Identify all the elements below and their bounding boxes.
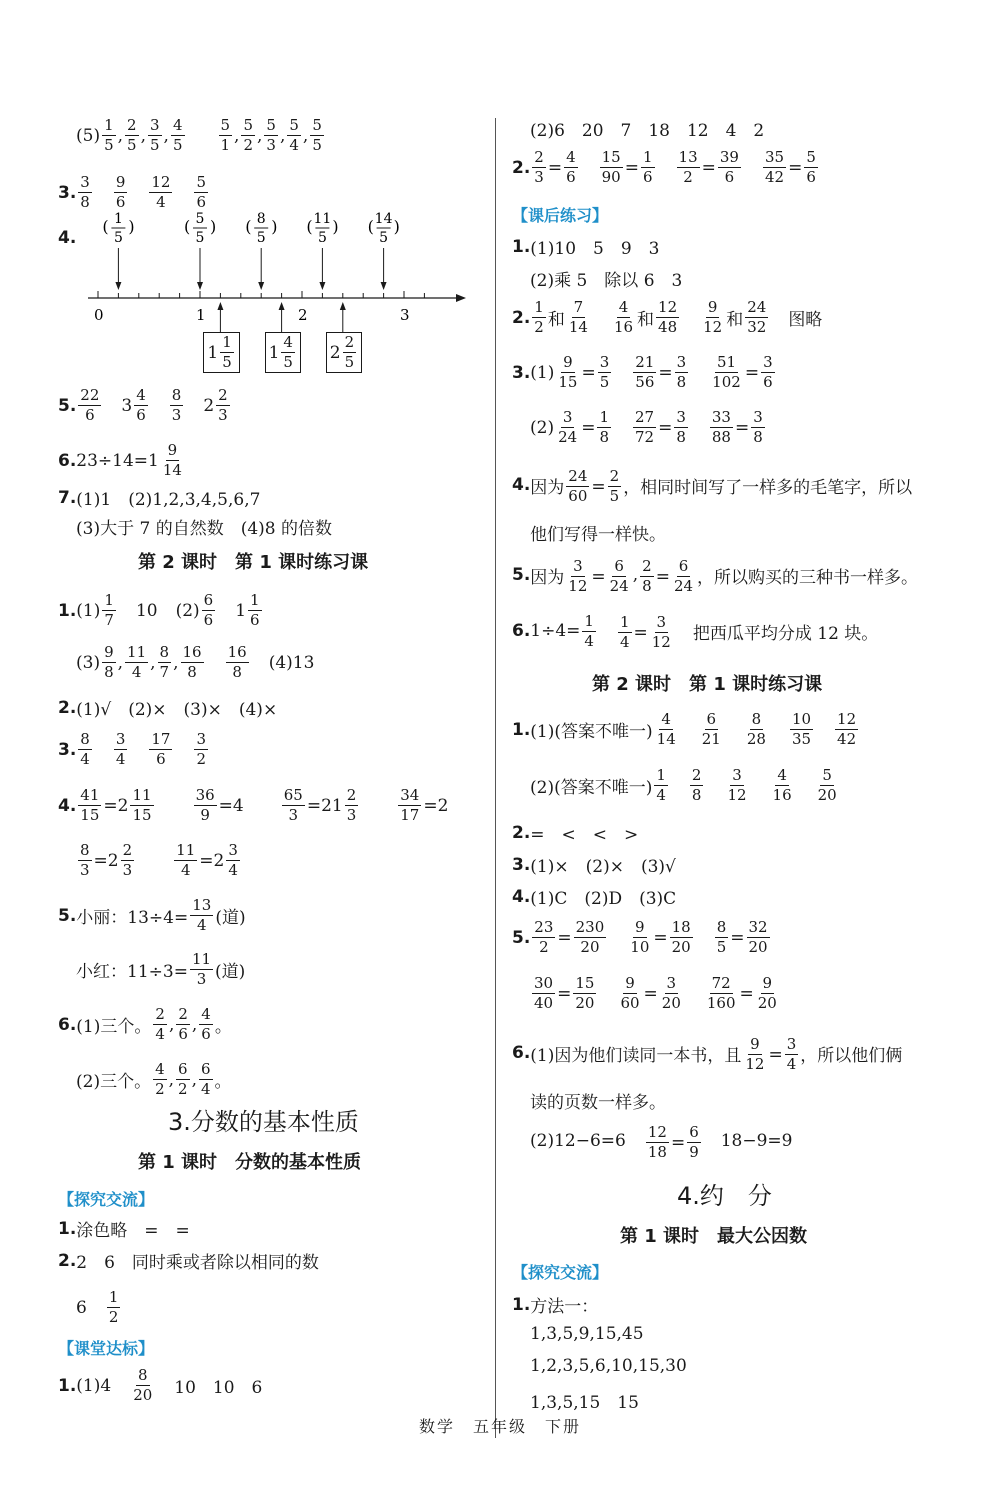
fraction: $\frac{2}{5}$ — [609, 467, 620, 505]
svg-text:(: ( — [184, 217, 191, 236]
equation: $\frac{27}{72}$ = $\frac{3}{8}$ — [634, 408, 686, 446]
l2-q4: 4. $\frac{41}{15}$ = 2 $\frac{11}{15}$ $\frac{36}{9}$ = 4 $\frac{65}{3}$ = 21 $\frac{2}{3}$ $\frac{34}{17}$ = 2 — [58, 786, 449, 824]
frac — [159, 443, 186, 478]
r2q3: 3. (1)× (2)× (3)√ — [512, 854, 676, 877]
fraction: $\frac{2}{5}$ — [344, 333, 355, 371]
number-line-top-fraction — [306, 211, 338, 290]
fraction: $\frac{39}{6}$ — [719, 148, 739, 186]
fraction: $\frac{8}{7}$ — [159, 643, 170, 681]
fraction: $\frac{13}{2}$ — [678, 148, 698, 186]
section-4-title: 4.约 分 — [677, 1182, 772, 1210]
svg-text:5: 5 — [379, 230, 389, 246]
fraction: $\frac{3}{4}$ — [786, 1035, 797, 1073]
fraction: $\frac{8}{3}$ — [171, 386, 182, 424]
s3-c1: 1. (1)4 $\frac{8}{20}$ 10 10 6 — [58, 1366, 263, 1404]
fraction: $\frac{3}{4}$ — [115, 730, 126, 768]
fraction: $\frac{9}{12}$ — [745, 1035, 765, 1073]
number-line-top-fraction — [245, 211, 277, 290]
equation: $\frac{33}{88}$ = $\frac{3}{8}$ — [711, 408, 763, 446]
l2-q5: 5. 小丽：13÷4= $\frac{13}{4}$ (道) — [58, 896, 246, 934]
frac-group: $\frac{9}{8}$ , $\frac{11}{4}$ , $\frac{8}{7}$ , $\frac{16}{8}$ — [104, 643, 202, 681]
equation: $\frac{3}{24}$ = $\frac{1}{8}$ — [558, 408, 609, 446]
fraction: $\frac{5}{6}$ — [196, 173, 207, 211]
r2q1: 1. (1)(答案不唯一) $\frac{4}{14}$ $\frac{6}{21}$ $\frac{8}{28}$ $\frac{10}{35}$ $\frac{12}{42}$ — [512, 712, 860, 747]
equation: $\frac{2}{3}$ = $\frac{4}{6}$ — [534, 148, 576, 186]
s3-q2: 2. 2 6 同时乘或者除以相同的数 — [58, 1250, 319, 1273]
s4-lesson-1-title: 第 1 课时 最大公因数 — [620, 1226, 808, 1247]
fraction: $\frac{3}{24}$ — [558, 408, 578, 446]
svg-text:14: 14 — [374, 211, 393, 227]
number-line-tick-label: 3 — [400, 306, 410, 324]
mixed-number: 2 $\frac{2}{5}$ — [329, 333, 355, 371]
page-footer: 数学 五年级 下册 — [418, 1417, 581, 1436]
fraction: $\frac{8}{3}$ — [80, 841, 90, 879]
l2-q6: 6. (1)三个。 $\frac{2}{4}$ , $\frac{2}{6}$ , $\frac{4}{6}$ 。 — [58, 1005, 232, 1043]
rq4: 4. 因为 $\frac{24}{60}$ = $\frac{2}{5}$ ，相同时间写了一样多的毛笔字，所以 — [512, 467, 913, 505]
frac — [100, 593, 118, 628]
fraction: $\frac{1}{5}$ — [104, 116, 114, 154]
fraction: $\frac{10}{35}$ — [791, 710, 812, 748]
r-lesson-2-title: 第 2 课时 第 1 课时练习课 — [592, 674, 823, 695]
fraction: $\frac{16}{8}$ — [227, 643, 247, 681]
frac — [129, 1368, 156, 1403]
number-line-tick-label: 0 — [94, 306, 104, 324]
fraction: $\frac{230}{20}$ — [575, 918, 605, 956]
fraction: $\frac{1}{4}$ — [619, 613, 630, 651]
equation: $\frac{3}{12}$ = $\frac{6}{24}$ — [568, 557, 629, 595]
fraction: $\frac{3}{8}$ — [676, 408, 686, 446]
frac — [105, 1290, 123, 1325]
fraction: $\frac{9}{8}$ — [104, 643, 114, 681]
fraction: $\frac{4}{5}$ — [283, 333, 293, 371]
l2-q2: 2. (1)√ (2)× (3)× (4)× — [58, 697, 278, 720]
frac — [580, 611, 598, 650]
r-q2: 2. $\frac{2}{3}$ = $\frac{4}{6}$ $\frac{15}{90}$ = $\frac{1}{6}$ $\frac{13}{2}$ = $\frac{39}{6}$ $\frac{35}{42}$ = $\frac{5}{6}$ — [512, 150, 820, 185]
l2-q5-b: 小红：11÷3= $\frac{11}{3}$ (道) — [76, 950, 246, 988]
fraction: $\frac{3}{5}$ — [150, 116, 160, 154]
fraction: $\frac{34}{17}$ — [400, 786, 420, 824]
equation: $\frac{15}{90}$ = $\frac{1}{6}$ — [601, 148, 653, 186]
s3-lesson-1-title: 第 1 课时 分数的基本性质 — [138, 1152, 362, 1173]
eq-group — [530, 150, 820, 185]
fraction: $\frac{1}{5}$ — [222, 333, 232, 371]
s4q1-l2: 1,2,3,5,6,10,15,30 — [530, 1356, 687, 1376]
equation: $\frac{9}{12}$ = $\frac{3}{4}$ — [745, 1035, 797, 1073]
r2q6-line2: 读的页数一样多。 — [530, 1093, 666, 1113]
left-q5b: 5. $\frac{22}{6}$ 3 $\frac{4}{6}$ $\frac{8}{3}$ 2 $\frac{2}{3}$ — [58, 388, 232, 423]
fraction: $\frac{4}{16}$ — [613, 298, 634, 336]
fraction: $\frac{3}{2}$ — [196, 730, 207, 768]
l2-q6-b: (2)三个。 $\frac{4}{2}$ , $\frac{6}{2}$ , $\frac{6}{4}$ 。 — [76, 1060, 232, 1098]
number-line-tick-label: 2 — [298, 306, 308, 324]
fraction: $\frac{51}{102}$ — [712, 353, 741, 391]
r2q6: 6. (1)因为他们读同一本书，且 $\frac{9}{12}$ = $\frac{3}{4}$ ，所以他们俩 — [512, 1035, 903, 1073]
fraction: $\frac{3}{12}$ — [651, 613, 671, 651]
svg-text:1: 1 — [113, 211, 123, 227]
fraction: $\frac{1}{4}$ — [584, 611, 594, 650]
r-tag-explore: 【探究交流】 — [512, 1263, 609, 1282]
fraction: $\frac{3}{12}$ — [568, 557, 588, 595]
fraction: $\frac{3}{12}$ — [727, 766, 747, 804]
fraction: $\frac{6}{4}$ — [201, 1060, 211, 1098]
fraction: $\frac{9}{6}$ — [115, 173, 126, 211]
eq-group — [554, 410, 767, 445]
fraction: $\frac{2}{3}$ — [122, 841, 133, 879]
l2-q4-row2: $\frac{8}{3}$ = 2 $\frac{2}{3}$ $\frac{11}{4}$ = 2 $\frac{3}{4}$ — [80, 841, 238, 879]
fraction: $\frac{17}{6}$ — [151, 730, 171, 768]
fraction: $\frac{2}{3}$ — [218, 386, 228, 424]
left-q4: 4. — [58, 228, 77, 248]
svg-text:): ) — [393, 217, 400, 236]
fraction: $\frac{4}{14}$ — [656, 710, 676, 748]
fraction: $\frac{4}{5}$ — [172, 116, 183, 154]
q5b-items — [76, 388, 231, 423]
equation: $\frac{24}{60}$ = $\frac{2}{5}$ — [568, 467, 620, 505]
rq1: 1. (1)10 5 9 3 — [512, 236, 660, 259]
equation: $\frac{72}{160}$ = $\frac{9}{20}$ — [706, 974, 777, 1012]
mixed-number: 1 $\frac{4}{5}$ — [268, 333, 293, 371]
equation: $\frac{9}{15}$ = $\frac{3}{5}$ — [558, 353, 610, 391]
equation: $\frac{21}{56}$ = $\frac{3}{8}$ — [635, 353, 687, 391]
fraction: $\frac{6}{9}$ — [689, 1123, 699, 1161]
svg-text:(: ( — [306, 217, 313, 236]
fraction: $\frac{65}{3}$ — [283, 786, 303, 824]
fraction: $\frac{2}{8}$ — [691, 766, 702, 804]
number-line-answer-box — [265, 332, 301, 373]
frac-group — [653, 712, 860, 747]
fraction: $\frac{1}{6}$ — [250, 591, 260, 629]
svg-text:(: ( — [102, 217, 109, 236]
fraction: $\frac{8}{28}$ — [746, 710, 766, 748]
eq-group — [554, 355, 776, 390]
fraction: $\frac{15}{20}$ — [575, 974, 595, 1012]
equation: $\frac{9}{10}$ = $\frac{18}{20}$ — [630, 918, 691, 956]
frac — [200, 593, 218, 628]
fraction: $\frac{27}{72}$ — [634, 408, 655, 446]
fraction: $\frac{41}{15}$ — [80, 786, 100, 824]
fraction: $\frac{13}{4}$ — [192, 896, 212, 934]
tag-class: 【课堂达标】 — [58, 1339, 155, 1358]
fraction: $\frac{6}{24}$ — [673, 557, 694, 595]
fraction: $\frac{11}{4}$ — [127, 643, 147, 681]
svg-text:): ) — [332, 217, 339, 236]
r-q2-list: (2)6 20 7 18 12 4 2 — [530, 121, 765, 141]
equation: $\frac{12}{18}$ = $\frac{6}{9}$ — [647, 1123, 699, 1161]
left-q5: (5) $\frac{1}{5}$ , $\frac{2}{5}$ , $\frac{3}{5}$ , $\frac{4}{5}$ $\frac{5}{1}$ , $\frac{5}{2}$ , $\frac{5}{3}$ , $\frac{5}{4}$ , $\frac{5}{5}$ — [58, 118, 326, 153]
fraction: $\frac{1}{4}$ — [656, 766, 666, 804]
fraction: $\frac{2}{5}$ — [127, 116, 137, 154]
tag-explore: 【探究交流】 — [58, 1190, 155, 1209]
equation: $\frac{35}{42}$ = $\frac{5}{6}$ — [764, 148, 816, 186]
fraction: $\frac{2}{6}$ — [178, 1005, 188, 1043]
number-line-tick-label: 1 — [196, 306, 206, 324]
frac-group: $\frac{1}{5}$ , $\frac{2}{5}$ , $\frac{3}{5}$ , $\frac{4}{5}$ — [104, 116, 183, 154]
fraction: $\frac{9}{10}$ — [630, 918, 650, 956]
fraction: $\frac{1}{2}$ — [534, 298, 544, 336]
mixed-number: 1 $\frac{1}{6}$ — [235, 591, 260, 629]
r2q4: 4. (1)C (2)D (3)C — [512, 886, 677, 909]
frac — [188, 898, 215, 933]
frac-group — [652, 768, 840, 803]
fraction: $\frac{5}{2}$ — [243, 116, 253, 154]
s4q1-l3: 1,3,5,15 15 — [530, 1393, 639, 1413]
eq — [564, 466, 623, 504]
svg-text:5: 5 — [195, 211, 205, 227]
fraction: $\frac{3}{6}$ — [763, 353, 773, 391]
fraction: $\frac{9}{60}$ — [620, 974, 640, 1012]
equation: $\frac{9}{60}$ = $\frac{3}{20}$ — [620, 974, 681, 1012]
fraction: $\frac{4}{16}$ — [772, 766, 792, 804]
rq2: 2. $\frac{1}{2}$ 和 $\frac{7}{14}$ $\frac{4}{16}$ 和 $\frac{12}{48}$ $\frac{9}{12}$ 和 $\frac{24}{32}$ 图略 — [512, 298, 823, 336]
svg-text:): ) — [210, 217, 217, 236]
eq — [741, 1034, 800, 1072]
fraction: $\frac{24}{60}$ — [568, 467, 588, 505]
mixed — [235, 593, 263, 628]
r2q5: 5. $\frac{23}{2}$ = $\frac{230}{20}$ $\frac{9}{10}$ = $\frac{18}{20}$ $\frac{8}{5}$ = $\frac{32}{20}$ — [512, 920, 772, 955]
s4q1: 1. 方法一： — [512, 1294, 599, 1317]
fraction: $\frac{11}{4}$ — [176, 841, 196, 879]
svg-text:5: 5 — [195, 230, 205, 246]
equation: $\frac{51}{102}$ = $\frac{3}{6}$ — [712, 353, 773, 391]
number-line-answer-box — [326, 332, 362, 373]
fraction: $\frac{35}{42}$ — [764, 148, 785, 186]
fraction: $\frac{5}{3}$ — [266, 116, 276, 154]
svg-text:): ) — [128, 217, 135, 236]
fraction: $\frac{5}{5}$ — [312, 116, 322, 154]
fraction: $\frac{9}{15}$ — [558, 353, 578, 391]
rq3-b: (2) $\frac{3}{24}$ = $\frac{1}{8}$ $\frac{27}{72}$ = $\frac{3}{8}$ $\frac{33}{88}$ = $\frac{3}{8}$ — [530, 410, 767, 445]
fraction: $\frac{8}{20}$ — [133, 1366, 153, 1404]
s4q1-l1: 1,3,5,9,15,45 — [530, 1324, 644, 1344]
number-line-answer-box — [203, 332, 239, 373]
fraction: $\frac{3}{20}$ — [661, 974, 681, 1012]
fraction: $\frac{12}{42}$ — [837, 710, 857, 748]
l2-q1-3: (3) $\frac{9}{8}$ , $\frac{11}{4}$ , $\frac{8}{7}$ , $\frac{16}{8}$ $\frac{16}{8}$ (4)13 — [76, 643, 315, 681]
left-q7-line2: (3)大于 7 的自然数 (4)8 的倍数 — [76, 519, 333, 539]
fraction: $\frac{21}{56}$ — [635, 353, 655, 391]
svg-text:(: ( — [245, 217, 252, 236]
fraction: $\frac{3}{8}$ — [80, 173, 90, 211]
eq — [638, 556, 697, 594]
fraction: $\frac{11}{3}$ — [191, 950, 212, 988]
svg-text:11: 11 — [313, 211, 332, 227]
fraction: $\frac{23}{2}$ — [534, 918, 554, 956]
l2-q3: 3. $\frac{8}{4}$ $\frac{3}{4}$ $\frac{17}{6}$ $\frac{3}{2}$ — [58, 732, 210, 767]
fraction: $\frac{12}{18}$ — [647, 1123, 667, 1161]
number-line-top-fraction — [102, 211, 134, 290]
section-3-title: 3.分数的基本性质 — [168, 1108, 359, 1136]
frac-group — [76, 175, 210, 210]
fraction: $\frac{33}{88}$ — [711, 408, 731, 446]
svg-text:(: ( — [367, 217, 374, 236]
fraction: $\frac{9}{20}$ — [757, 974, 777, 1012]
fraction: $\frac{32}{20}$ — [748, 918, 768, 956]
frac-group: $\frac{2}{4}$ , $\frac{2}{6}$ , $\frac{4}{6}$ — [155, 1005, 211, 1043]
fraction: $\frac{5}{1}$ — [220, 116, 231, 154]
number-line-arrowhead — [456, 294, 466, 302]
fraction: $\frac{8}{5}$ — [716, 918, 727, 956]
fraction: $\frac{12}{4}$ — [151, 173, 171, 211]
eq — [644, 1122, 703, 1160]
fraction: $\frac{1}{6}$ — [642, 148, 653, 186]
fraction: $\frac{24}{32}$ — [747, 298, 767, 336]
r2q5-b — [530, 976, 781, 1011]
number-line-top-fraction — [184, 211, 216, 290]
fraction: $\frac{15}{90}$ — [601, 148, 621, 186]
fraction: $\frac{11}{15}$ — [132, 786, 152, 824]
fraction: $\frac{2}{4}$ — [155, 1005, 165, 1043]
left-q6: 6. 23÷14=1 $\frac{9}{14}$ — [58, 443, 186, 478]
number-line-top-fraction — [368, 211, 400, 290]
s3-q2-b: 6 $\frac{1}{2}$ — [76, 1290, 122, 1325]
r2q1-b: (2)(答案不唯一) $\frac{1}{4}$ $\frac{2}{8}$ $\frac{3}{12}$ $\frac{4}{16}$ $\frac{5}{20}$ — [530, 768, 841, 803]
r2q6-b: (2)12−6=6 $\frac{12}{18}$ = $\frac{6}{9}$ 18−9=9 — [530, 1123, 793, 1161]
fraction: $\frac{6}{24}$ — [609, 557, 629, 595]
fraction: $\frac{30}{40}$ — [534, 974, 554, 1012]
fraction: $\frac{22}{6}$ — [80, 386, 100, 424]
rq3: 3. (1) $\frac{9}{15}$ = $\frac{3}{5}$ $\frac{21}{56}$ = $\frac{3}{8}$ $\frac{51}{102}$ = $\frac{3}{6}$ — [512, 355, 777, 390]
mixed-number: 3 $\frac{4}{6}$ — [121, 386, 146, 424]
column-divider — [495, 118, 496, 1438]
left-q7: 7. (1)1 (2)1,2,3,4,5,6,7 — [58, 487, 261, 510]
fraction: $\frac{3}{8}$ — [753, 408, 763, 446]
fraction: $\frac{4}{6}$ — [201, 1005, 211, 1043]
frac-group: $\frac{5}{1}$ , $\frac{5}{2}$ , $\frac{5}{3}$ , $\frac{5}{4}$ , $\frac{5}{5}$ — [220, 116, 322, 154]
fraction: $\frac{5}{4}$ — [289, 116, 299, 154]
equation: $\frac{2}{8}$ = $\frac{6}{24}$ — [642, 557, 694, 595]
svg-text:5: 5 — [256, 230, 266, 246]
l2-q1: 1. (1) $\frac{1}{7}$ 10 (2) $\frac{6}{6}$ 1 $\frac{1}{6}$ — [58, 593, 264, 628]
mixed-number: 1 $\frac{1}{5}$ — [207, 333, 232, 371]
rq1-b: (2)乘 5 除以 6 3 — [530, 271, 683, 291]
l2-q4-row1: $\frac{41}{15}$ = 2 $\frac{11}{15}$ $\frac{36}{9}$ = 4 $\frac{65}{3}$ = 21 $\frac{2}{3}$ $\frac{34}{17}$ = 2 — [80, 786, 449, 824]
svg-text:8: 8 — [256, 211, 266, 227]
frac-group: $\frac{4}{2}$ , $\frac{6}{2}$ , $\frac{6}{4}$ — [155, 1060, 211, 1098]
fraction: $\frac{2}{3}$ — [534, 148, 544, 186]
fraction: $\frac{2}{8}$ — [642, 557, 652, 595]
eq — [616, 612, 675, 650]
fraction: $\frac{3}{4}$ — [228, 841, 238, 879]
fraction: $\frac{9}{12}$ — [703, 298, 723, 336]
r2q2: 2. = < < > — [512, 822, 639, 845]
tag-after: 【课后练习】 — [512, 206, 609, 225]
fraction: $\frac{7}{14}$ — [568, 298, 588, 336]
svg-text:): ) — [271, 217, 278, 236]
fraction: $\frac{36}{9}$ — [195, 786, 215, 824]
fraction: $\frac{6}{6}$ — [203, 591, 214, 629]
fraction: $\frac{4}{6}$ — [566, 148, 576, 186]
eq-group — [530, 920, 771, 955]
fraction: $\frac{12}{48}$ — [658, 298, 678, 336]
fraction: $\frac{3}{8}$ — [676, 353, 687, 391]
mixed-number: 2 $\frac{2}{3}$ — [203, 386, 228, 424]
fraction: $\frac{8}{4}$ — [80, 730, 90, 768]
eq — [564, 556, 632, 594]
fraction: $\frac{16}{8}$ — [182, 643, 202, 681]
rq5: 5. 因为 $\frac{3}{12}$ = $\frac{6}{24}$ , $\frac{2}{8}$ = $\frac{6}{24}$ ，所以购买的三种书一样多。 — [512, 557, 919, 595]
left-q3: 3. $\frac{3}{8}$ $\frac{9}{6}$ $\frac{12}{4}$ $\frac{5}{6}$ — [58, 175, 210, 210]
lesson-2-title: 第 2 课时 第 1 课时练习课 — [138, 552, 369, 573]
rq4-line2: 他们写得一样快。 — [530, 525, 666, 545]
fraction: $\frac{5}{6}$ — [806, 148, 816, 186]
fraction: $\frac{6}{2}$ — [178, 1060, 188, 1098]
frac-group — [76, 732, 210, 767]
fraction: $\frac{4}{2}$ — [155, 1060, 165, 1098]
fraction: $\frac{4}{6}$ — [136, 386, 146, 424]
frac — [224, 645, 251, 680]
equation: $\frac{1}{4}$ = $\frac{3}{12}$ — [619, 613, 671, 651]
fraction: $\frac{5}{20}$ — [817, 766, 837, 804]
fraction: $\frac{1}{7}$ — [104, 591, 114, 629]
svg-text:5: 5 — [113, 230, 123, 246]
frac — [188, 952, 215, 987]
fraction: $\frac{3}{5}$ — [599, 353, 610, 391]
fraction: $\frac{72}{160}$ — [706, 974, 736, 1012]
fraction: $\frac{1}{8}$ — [599, 408, 609, 446]
svg-text:5: 5 — [317, 230, 327, 246]
eq-group — [530, 976, 781, 1011]
equation: $\frac{8}{5}$ = $\frac{32}{20}$ — [716, 918, 768, 956]
fraction: $\frac{1}{2}$ — [108, 1288, 119, 1326]
fraction: $\frac{9}{14}$ — [162, 441, 182, 479]
fraction: $\frac{18}{20}$ — [671, 918, 691, 956]
fraction: $\frac{6}{21}$ — [701, 710, 721, 748]
equation: $\frac{23}{2}$ = $\frac{230}{20}$ — [534, 918, 605, 956]
s3-q1: 1. 涂色略 = = — [58, 1218, 190, 1241]
equation: $\frac{13}{2}$ = $\frac{39}{6}$ — [678, 148, 739, 186]
rq6: 6. 1÷4= $\frac{1}{4}$ $\frac{1}{4}$ = $\frac{3}{12}$ 把西瓜平均分成 12 块。 — [512, 611, 879, 651]
fraction: $\frac{2}{3}$ — [346, 786, 357, 824]
equation: $\frac{30}{40}$ = $\frac{15}{20}$ — [534, 974, 595, 1012]
